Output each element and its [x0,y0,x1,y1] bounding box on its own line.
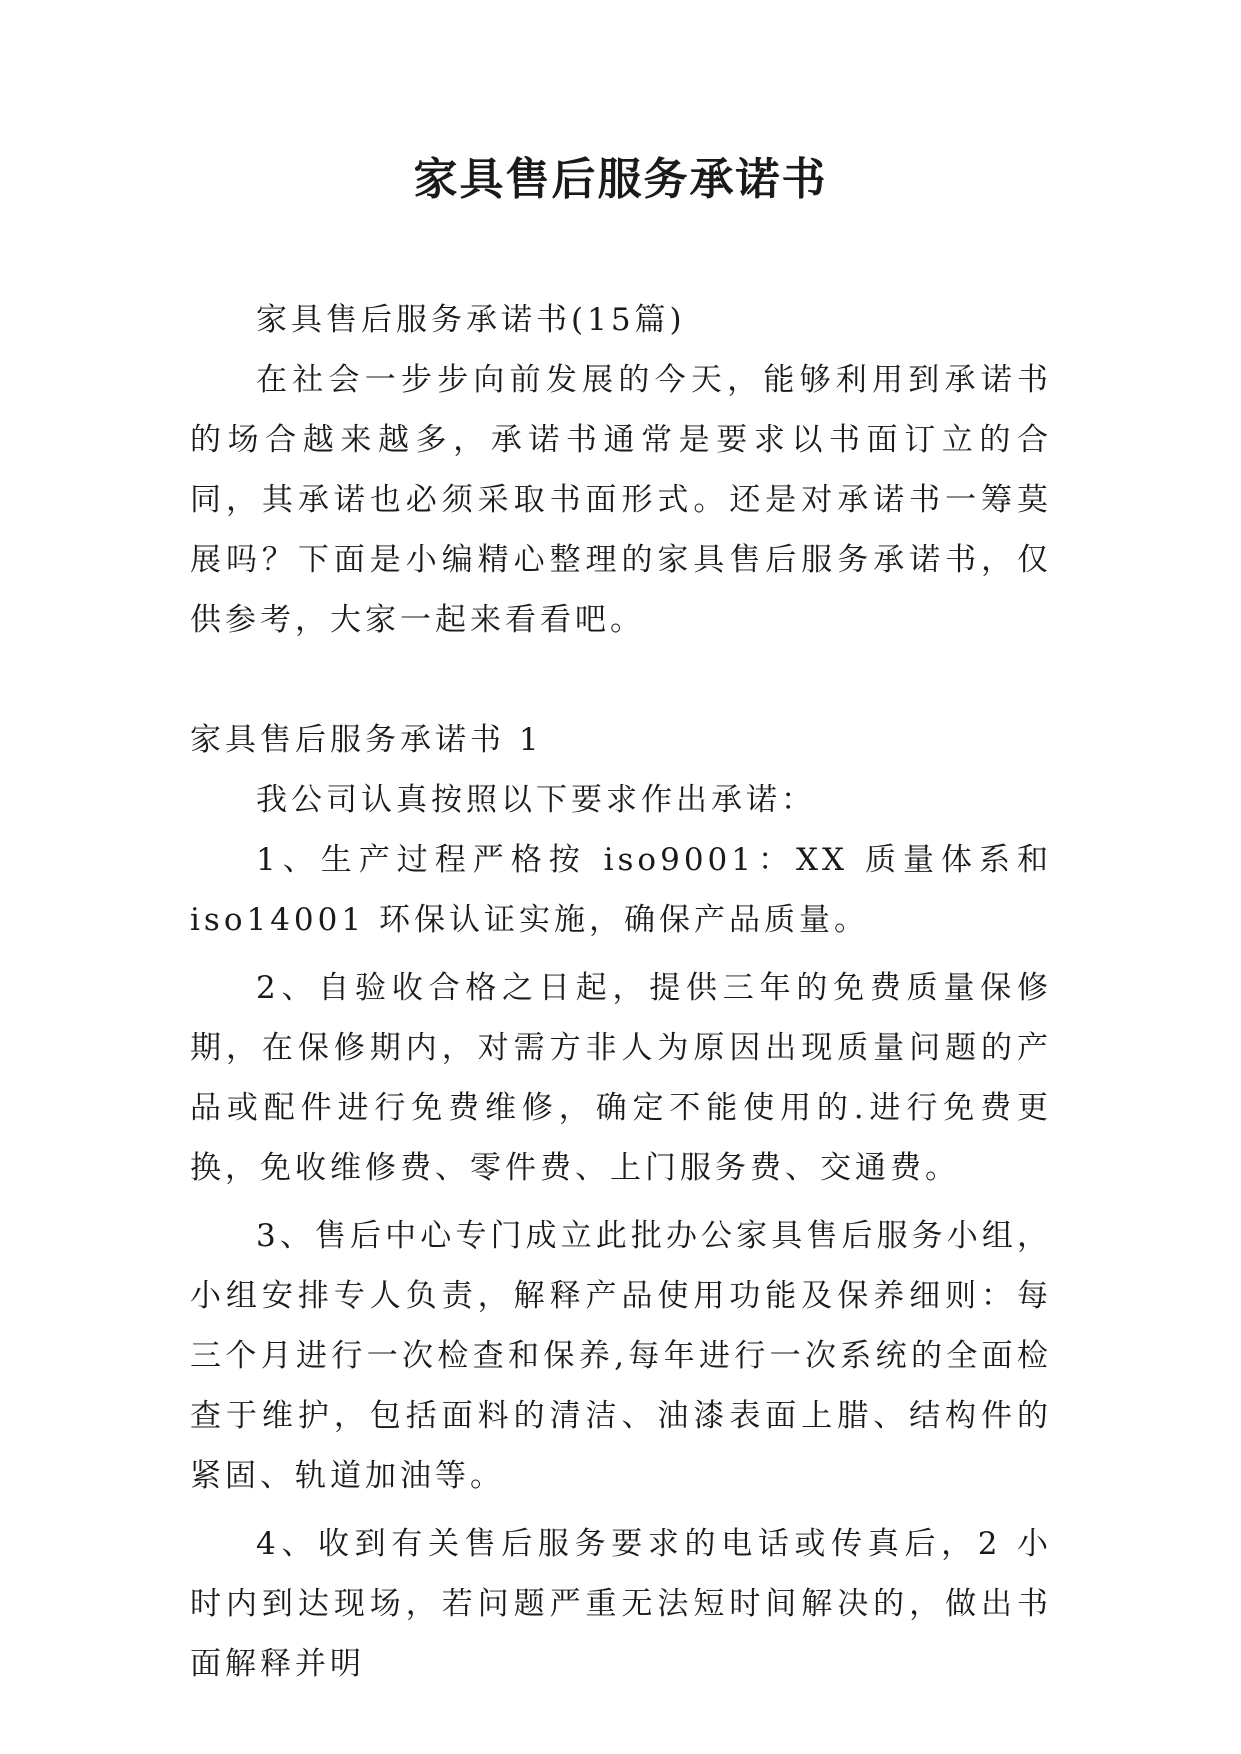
section-lead: 我公司认真按照以下要求作出承诺： [256,782,816,818]
document-body [190,290,1052,1702]
intro-paragraph: 在社会一步步向前发展的今天，能够利用到承诺书的场合越来越多，承诺书通常是要求以书面订立的合同，其承诺也必须采取书面形式。还是对承诺书一筹莫展吗？下面是小编精心整理的家具售后服务承诺书，仅供参考，大家一起来看看吧。 [190,362,1052,638]
commitment-item-1: 1、生产过程严格按 iso9001：XX 质量体系和 iso14001 环保认证实施，确保产品质量。 [190,842,1052,938]
intro-subtitle: 家具售后服务承诺书(15篇) [256,302,686,338]
commitment-item-4: 4、收到有关售后服务要求的电话或传真后，2 小时内到达现场，若问题严重无法短时间解决的，做出书面解释并明 [190,1526,1052,1682]
section-heading: 家具售后服务承诺书 1 [190,722,543,758]
commitment-item-2: 2、自验收合格之日起，提供三年的免费质量保修期，在保修期内，对需方非人为原因出现质量问题的产品或配件进行免费维修，确定不能使用的.进行免费更换，免收维修费、零件费、上门服务费、交通费。 [190,970,1052,1186]
document-title: 家具售后服务承诺书 [413,154,828,205]
commitment-item-3: 3、售后中心专门成立此批办公家具售后服务小组，小组安排专人负责，解释产品使用功能及保养细则：每三个月进行一次检查和保养,每年进行一次系统的全面检查于维护，包括面料的清洁、油漆表面上腊、结构件的紧固、轨道加油等。 [190,1218,1052,1494]
